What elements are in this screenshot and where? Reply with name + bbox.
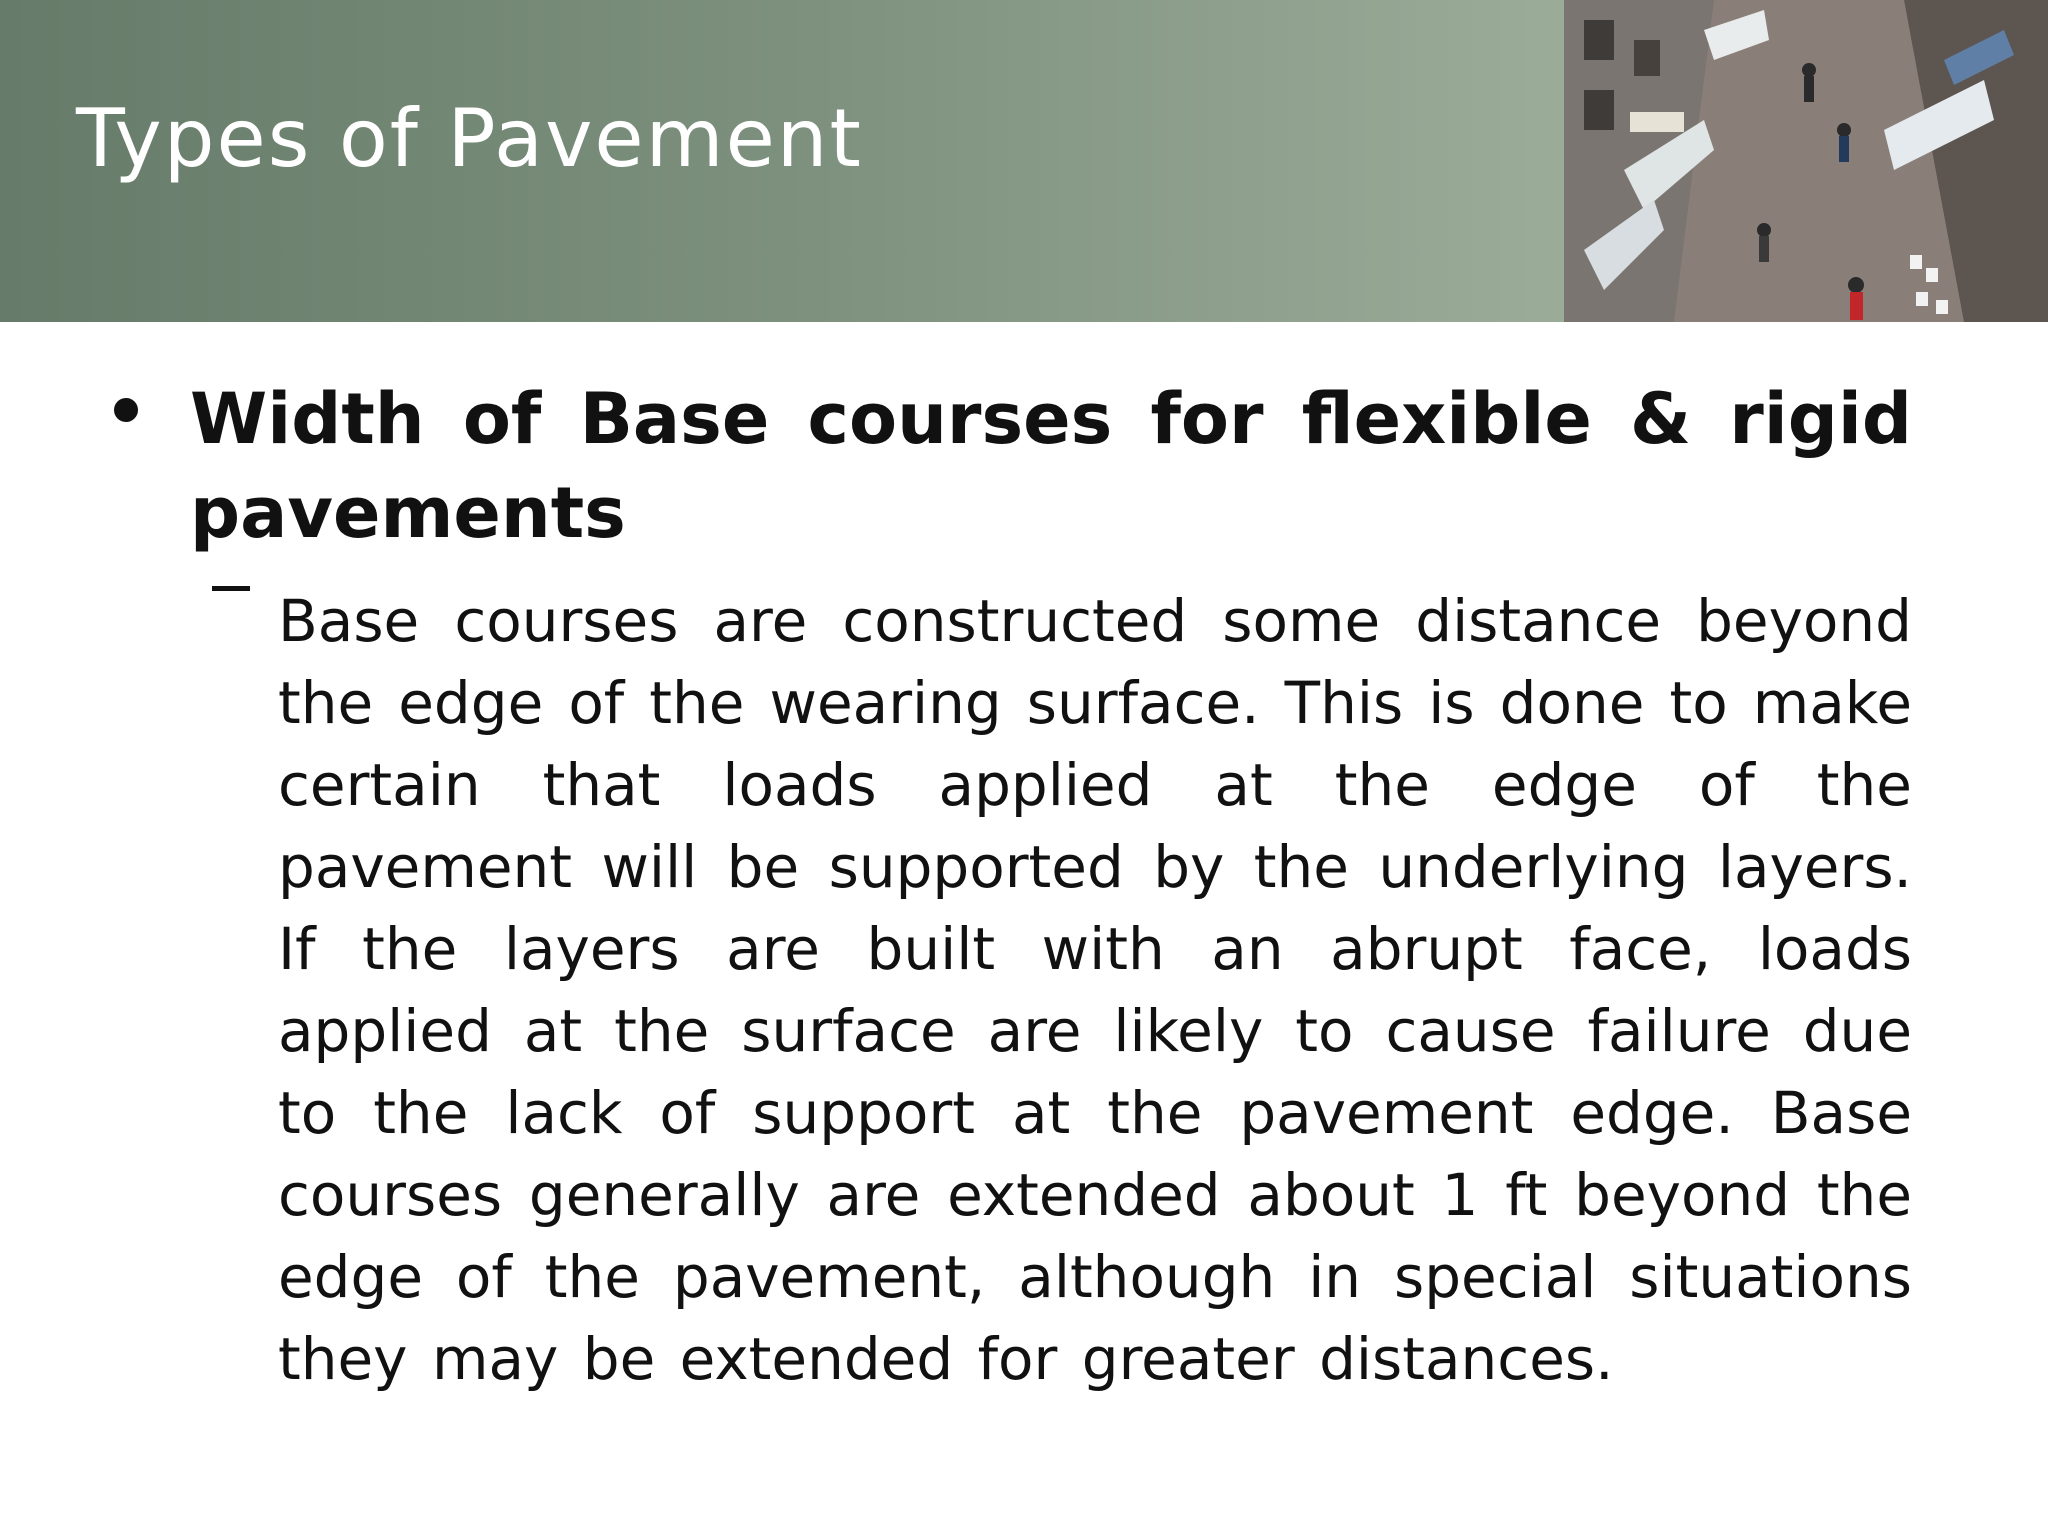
sub-bullet-text: Base courses are constructed some distance beyond the edge of the wearing surface. This is done to make certain that loads applied at the edge of the pavement will be supported by the underlying layers. If the layers are built with an abrupt face, loads applied at the surface are likely to cause failure due to the lack of support at the pavement edge. Base courses generally are extended about 1 ft beyond the edge of the pavement, although in special situations they may be extended for greater distances. bbox=[278, 587, 1912, 1393]
sub-bullet-dash-icon bbox=[212, 586, 250, 591]
main-bullet-text: Width of Base courses for flexible & rigid pavements bbox=[190, 378, 1912, 554]
bullet-point-icon bbox=[114, 398, 138, 422]
slide-title: Types of Pavement bbox=[76, 92, 863, 185]
